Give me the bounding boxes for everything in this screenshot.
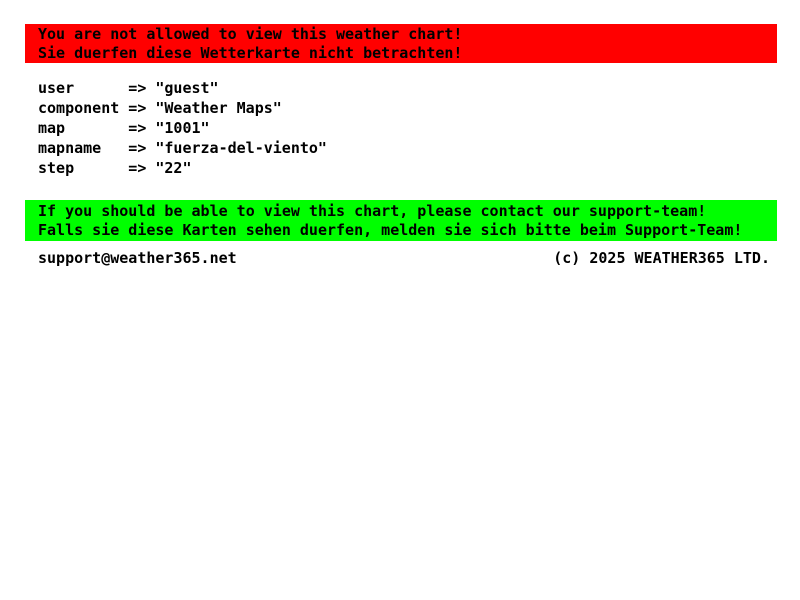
kv-key: component [38,99,120,117]
kv-row-mapname [38,138,327,158]
error-banner [25,24,777,63]
error-banner-line-de: Sie duerfen diese Wetterkarte nicht betrachten! [38,43,463,62]
kv-key: step [38,159,75,177]
kv-arrow: => [128,79,147,97]
kv-value: "guest" [155,79,219,97]
kv-row-map [38,118,327,138]
kv-arrow: => [128,139,147,157]
support-banner-line-de: Falls sie diese Karten sehen duerfen, melden sie sich bitte beim Support-Team! [38,220,743,239]
kv-key: map [38,119,66,137]
kv-arrow: => [128,99,147,117]
support-banner-line-en: If you should be able to view this chart, please contact our support-team! [38,201,707,220]
kv-value: "22" [155,159,192,177]
kv-value: "fuerza-del-viento" [155,139,327,157]
copyright-notice: (c) 2025 WEATHER365 LTD. [553,249,770,267]
footer [38,248,770,268]
support-info-banner [25,200,777,241]
request-details-list [38,78,327,178]
kv-row-component [38,98,327,118]
kv-value: "1001" [155,119,210,137]
kv-row-user [38,78,327,98]
support-email: support@weather365.net [38,249,237,267]
kv-arrow: => [128,119,147,137]
kv-row-step [38,158,327,178]
kv-value: "Weather Maps" [155,99,282,117]
kv-key: mapname [38,139,102,157]
error-banner-line-en: You are not allowed to view this weather chart! [38,24,463,43]
kv-key: user [38,79,75,97]
kv-arrow: => [128,159,147,177]
